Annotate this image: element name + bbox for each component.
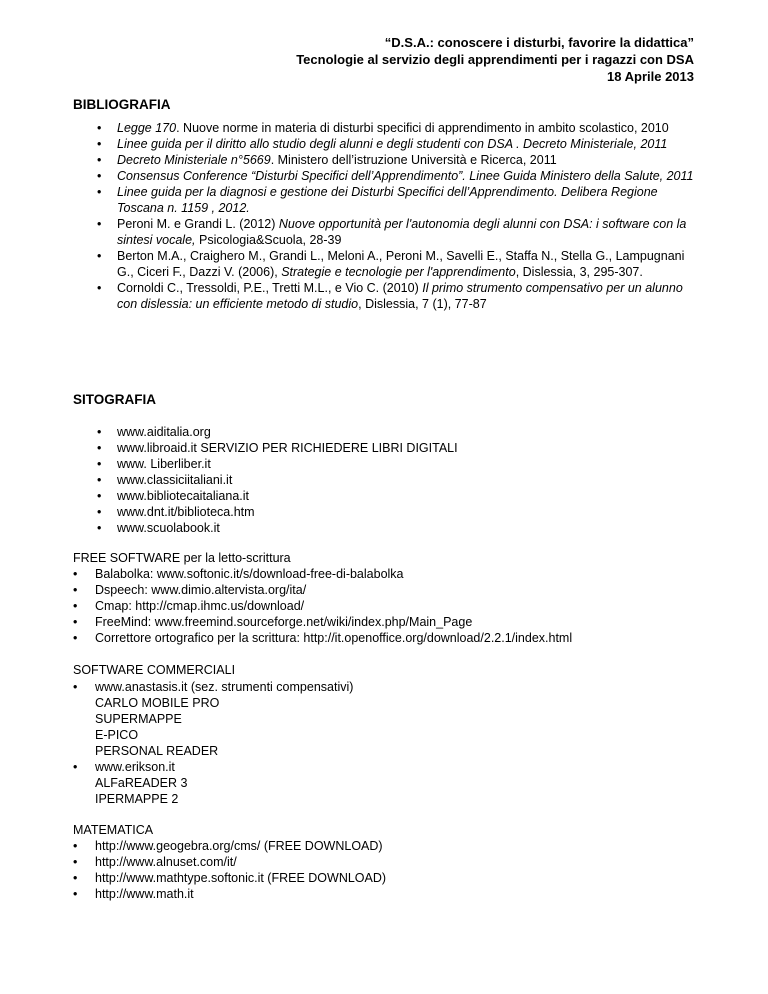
sub-item: SUPERMAPPE bbox=[95, 712, 182, 726]
header-subtitle: Tecnologie al servizio degli apprendimenti per i ragazzi con DSA bbox=[296, 52, 694, 67]
sitografia-heading: SITOGRAFIA bbox=[73, 392, 157, 407]
list-item[interactable]: • http://www.math.it bbox=[73, 886, 733, 902]
list-item[interactable]: • www.bibliotecaitaliana.it bbox=[97, 488, 697, 504]
matematica-list bbox=[73, 838, 733, 902]
sub-item: E-PICO bbox=[95, 728, 139, 742]
list-item[interactable]: • www.classiciitaliani.it bbox=[97, 472, 697, 488]
list-item[interactable]: • Correttore ortografico per la scrittura: http://it.openoffice.org/download/2.2.1/index.html bbox=[73, 630, 733, 646]
free-software-list bbox=[73, 566, 733, 646]
list-item[interactable]: • http://www.mathtype.softonic.it (FREE DOWNLOAD) bbox=[73, 870, 733, 886]
list-item: • Legge 170. Nuove norme in materia di disturbi specifici di apprendimento in ambito scolastico, 2010 bbox=[97, 120, 697, 136]
header-title: “D.S.A.: conoscere i disturbi, favorire la didattica” bbox=[384, 35, 694, 50]
list-item: • Peroni M. e Grandi L. (2012) Nuove opportunità per l'autonomia degli alunni con DSA: i software con la sintesi vocale, Psicologia&Scuola, 28-39 bbox=[97, 216, 697, 248]
list-item[interactable]: • FreeMind: www.freemind.sourceforge.net/wiki/index.php/Main_Page bbox=[73, 614, 733, 630]
free-software-heading: FREE SOFTWARE per la letto-scrittura bbox=[73, 551, 291, 565]
list-item: • Linee guida per il diritto allo studio degli alunni e degli studenti con DSA . Decreto Ministeriale, 2011 bbox=[97, 136, 697, 152]
software-commerciali-heading: SOFTWARE COMMERCIALI bbox=[73, 663, 236, 677]
list-item[interactable]: • www.scuolabook.it bbox=[97, 520, 697, 536]
list-item: • Berton M.A., Craighero M., Grandi L., Meloni A., Peroni M., Savelli E., Staffa N., Stella G., Lampugnani G., Ciceri F., Dazzi V. (2006), Strategie e tecnologie per l'apprendimento, Dislessia, 3, 295-307. bbox=[97, 248, 697, 280]
list-item: • Consensus Conference “Disturbi Specifici dell’Apprendimento”. Linee Guida Ministero della Salute, 2011 bbox=[97, 168, 697, 184]
sub-item: CARLO MOBILE PRO bbox=[95, 696, 220, 710]
list-item: • Linee guida per la diagnosi e gestione dei Disturbi Specifici dell’Apprendimento. Delibera Regione Toscana n. 1159 , 2012. bbox=[97, 184, 697, 216]
sub-item: PERSONAL READER bbox=[95, 744, 219, 758]
bibliografia-list bbox=[97, 120, 697, 312]
bibliografia-heading: BIBLIOGRAFIA bbox=[73, 97, 171, 112]
list-item[interactable]: • Dspeech: www.dimio.altervista.org/ita/ bbox=[73, 582, 733, 598]
list-item[interactable]: • www.aiditalia.org bbox=[97, 424, 697, 440]
sitografia-list bbox=[97, 424, 697, 536]
list-item: • Cornoldi C., Tressoldi, P.E., Tretti M.L., e Vio C. (2010) Il primo strumento compensativo per un alunno con dislessia: un efficiente metodo di studio, Dislessia, 7 (1), 77-87 bbox=[97, 280, 697, 312]
list-item[interactable]: • Cmap: http://cmap.ihmc.us/download/ bbox=[73, 598, 733, 614]
document-header bbox=[296, 34, 694, 85]
list-item[interactable]: • http://www.alnuset.com/it/ bbox=[73, 854, 733, 870]
matematica-heading: MATEMATICA bbox=[73, 823, 154, 837]
list-item[interactable]: • www.erikson.it bbox=[73, 759, 733, 775]
sub-item: ALFaREADER 3 bbox=[95, 776, 188, 790]
list-item[interactable]: • www.anastasis.it (sez. strumenti compensativi) bbox=[73, 679, 733, 695]
sub-item: IPERMAPPE 2 bbox=[95, 792, 179, 806]
list-item[interactable]: • www.libroaid.it SERVIZIO PER RICHIEDERE LIBRI DIGITALI bbox=[97, 440, 697, 456]
list-item[interactable]: • www. Liberliber.it bbox=[97, 456, 697, 472]
list-item[interactable]: • http://www.geogebra.org/cms/ (FREE DOWNLOAD) bbox=[73, 838, 733, 854]
header-date: 18 Aprile 2013 bbox=[607, 69, 694, 84]
list-item: • Decreto Ministeriale n°5669. Ministero dell’istruzione Università e Ricerca, 2011 bbox=[97, 152, 697, 168]
software-commerciali-list bbox=[73, 679, 733, 807]
list-item[interactable]: • www.dnt.it/biblioteca.htm bbox=[97, 504, 697, 520]
list-item[interactable]: • Balabolka: www.softonic.it/s/download-free-di-balabolka bbox=[73, 566, 733, 582]
